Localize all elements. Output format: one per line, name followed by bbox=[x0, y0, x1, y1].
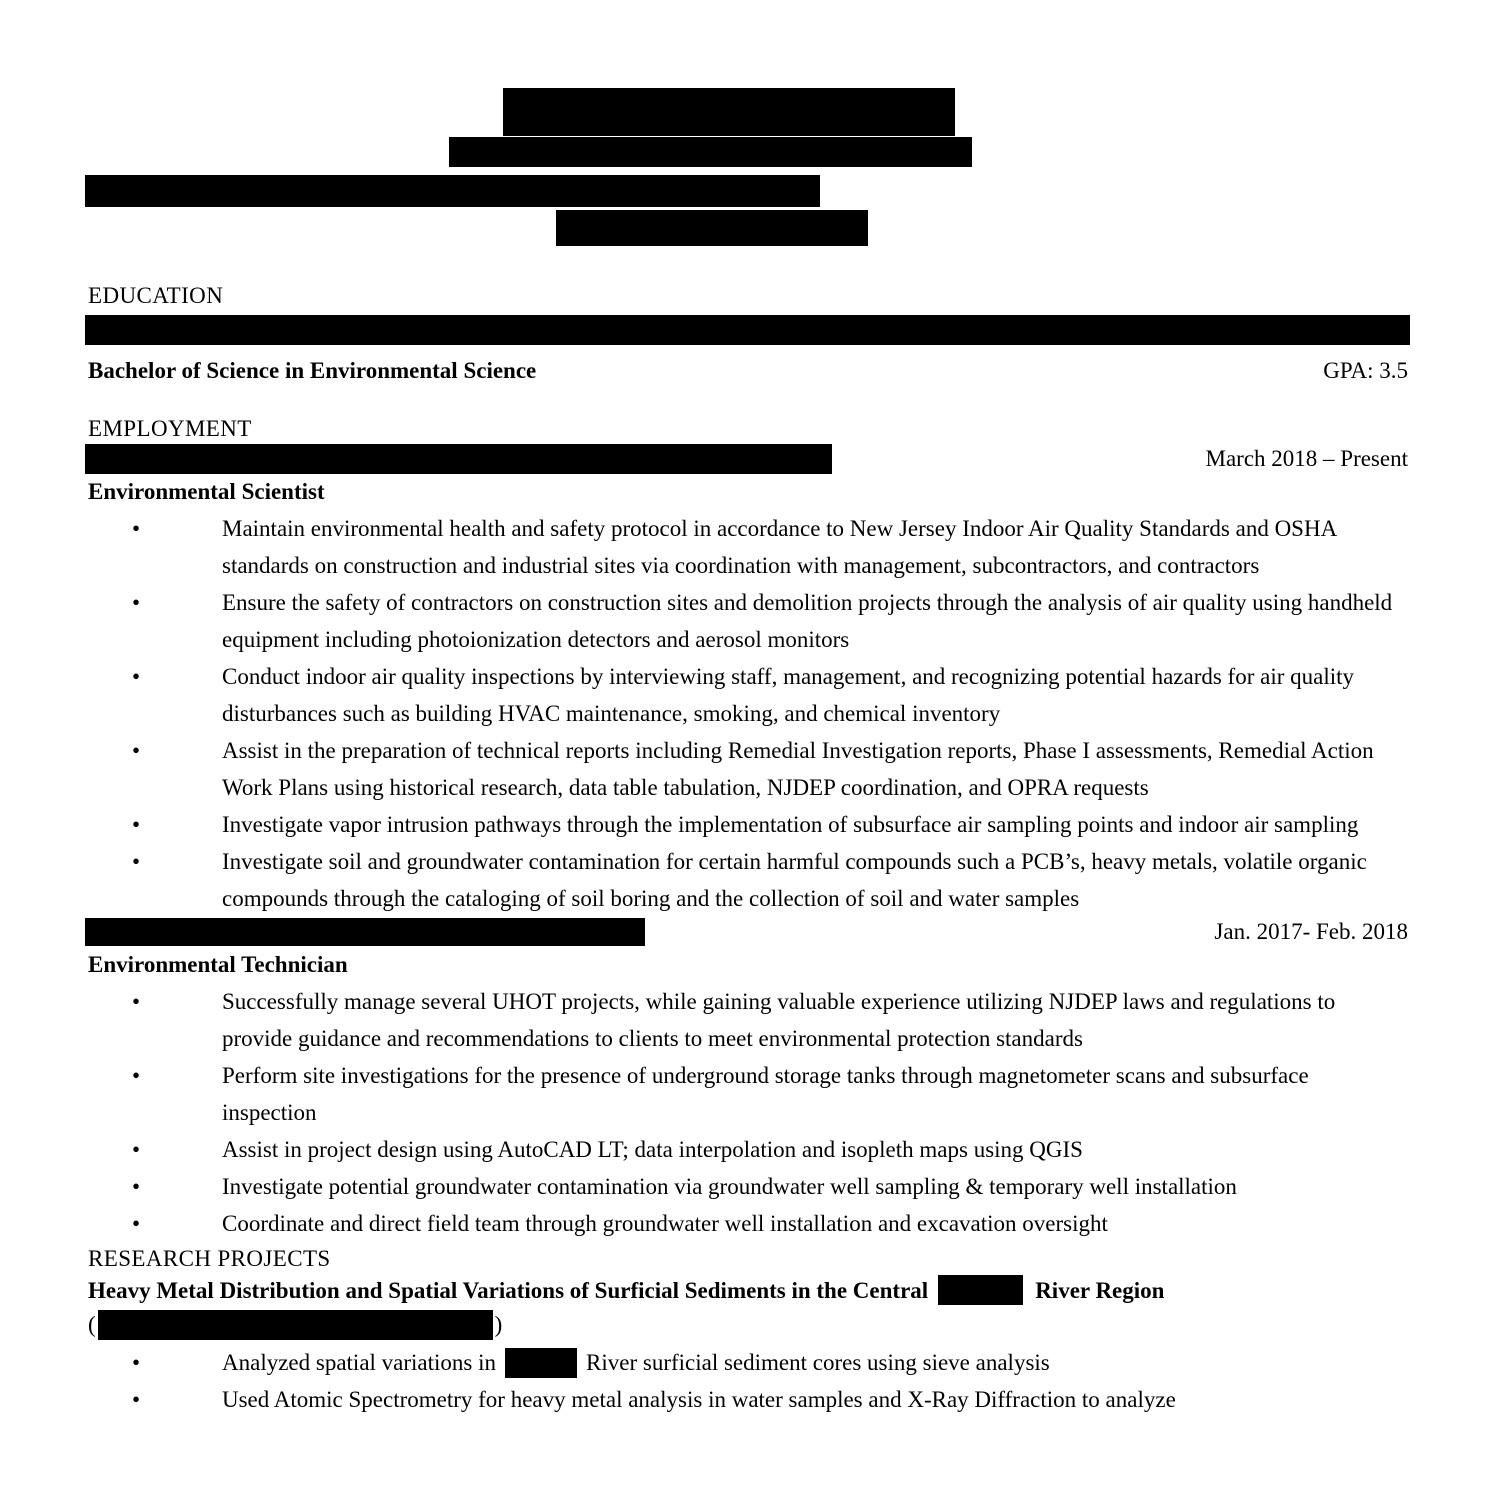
paren-close: ) bbox=[494, 1312, 503, 1337]
redaction-bar-contact bbox=[556, 210, 868, 246]
research-heading: RESEARCH PROJECTS bbox=[88, 1246, 331, 1271]
job-bullet: • Investigate vapor intrusion pathways through the implementation of subsurface air sampling points and indoor air sampling bbox=[88, 806, 1408, 843]
degree-text: Bachelor of Science in Environmental Science bbox=[88, 358, 537, 383]
education-heading: EDUCATION bbox=[88, 283, 224, 308]
job-bullet: • Assist in the preparation of technical reports including Remedial Investigation reports, Phase I assessments, Remedial Action Work Plans using historical research, data table tabulation, NJDEP coordination, and OPRA requests bbox=[88, 732, 1408, 806]
project-title bbox=[88, 1274, 1408, 1308]
job-bullet: • Maintain environmental health and safety protocol in accordance to New Jersey Indoor Air Quality Standards and OSHA standards on construction and industrial sites via coordination with management, subcontractors, and contractors bbox=[88, 510, 1408, 584]
job-bullet: • Conduct indoor air quality inspections by interviewing staff, management, and recognizing potential hazards for air quality disturbances such as building HVAC maintenance, smoking, and chemical inventory bbox=[88, 658, 1408, 732]
redaction-bar-employer-2 bbox=[85, 918, 645, 946]
redaction-bar-employer-1 bbox=[85, 444, 832, 474]
research-bullet-prefix: Analyzed spatial variations in bbox=[222, 1350, 497, 1375]
inline-redaction-river-name bbox=[938, 1275, 1023, 1305]
project-title-prefix: Heavy Metal Distribution and Spatial Variations of Surficial Sediments in the Central bbox=[88, 1278, 929, 1303]
job-header-row bbox=[88, 444, 1408, 474]
resume-body bbox=[88, 281, 1408, 1418]
project-subtitle-row bbox=[88, 1308, 1408, 1342]
job-bullet: • Investigate potential groundwater contamination via groundwater well sampling & temporary well installation bbox=[88, 1168, 1408, 1205]
job-title: Environmental Technician bbox=[88, 952, 348, 977]
redaction-bar-address bbox=[449, 137, 972, 167]
research-bullet-suffix: River surficial sediment cores using sieve analysis bbox=[586, 1350, 1050, 1375]
gpa-text: GPA: 3.5 bbox=[1323, 358, 1408, 383]
research-bullet bbox=[88, 1344, 1408, 1381]
job-bullet: • Perform site investigations for the presence of underground storage tanks through magnetometer scans and subsurface inspection bbox=[88, 1057, 1408, 1131]
job-header-row bbox=[88, 917, 1408, 947]
job-bullet: • Successfully manage several UHOT projects, while gaining valuable experience utilizing NJDEP laws and regulations to provide guidance and recommendations to clients to meet environmental protection standards bbox=[88, 983, 1408, 1057]
paren-open: ( bbox=[88, 1312, 96, 1337]
job-dates: Jan. 2017- Feb. 2018 bbox=[1214, 919, 1408, 944]
job-bullet: • Assist in project design using AutoCAD LT; data interpolation and isopleth maps using QGIS bbox=[88, 1131, 1408, 1168]
research-bullet-clipped: • Used Atomic Spectrometry for heavy metal analysis in water samples and X-Ray Diffraction to analyze bbox=[88, 1381, 1408, 1418]
redaction-bar-email-phone bbox=[85, 175, 820, 207]
job-bullet: • Coordinate and direct field team through groundwater well installation and excavation oversight bbox=[88, 1205, 1408, 1242]
project-title-suffix: River Region bbox=[1035, 1278, 1165, 1303]
research-bullet-list bbox=[88, 1344, 1408, 1418]
job-bullet: • Ensure the safety of contractors on construction sites and demolition projects through the analysis of air quality using handheld equipment including photoionization detectors and aerosol monitors bbox=[88, 584, 1408, 658]
employment-heading: EMPLOYMENT bbox=[88, 416, 252, 441]
job-title: Environmental Scientist bbox=[88, 479, 325, 504]
job-bullet-list bbox=[88, 983, 1408, 1242]
redaction-bar-name bbox=[503, 88, 955, 136]
redaction-bar-project-detail bbox=[98, 1310, 493, 1340]
job-dates: March 2018 – Present bbox=[1205, 446, 1408, 471]
redaction-bar-school bbox=[85, 315, 1410, 345]
inline-redaction-river-name bbox=[505, 1348, 577, 1378]
job-bullet: • Investigate soil and groundwater contamination for certain harmful compounds such a PCB’s, heavy metals, volatile organic compounds through the cataloging of soil boring and the collection of soil and water samples bbox=[88, 843, 1408, 917]
degree-row bbox=[88, 352, 1408, 389]
job-bullet-list bbox=[88, 510, 1408, 917]
